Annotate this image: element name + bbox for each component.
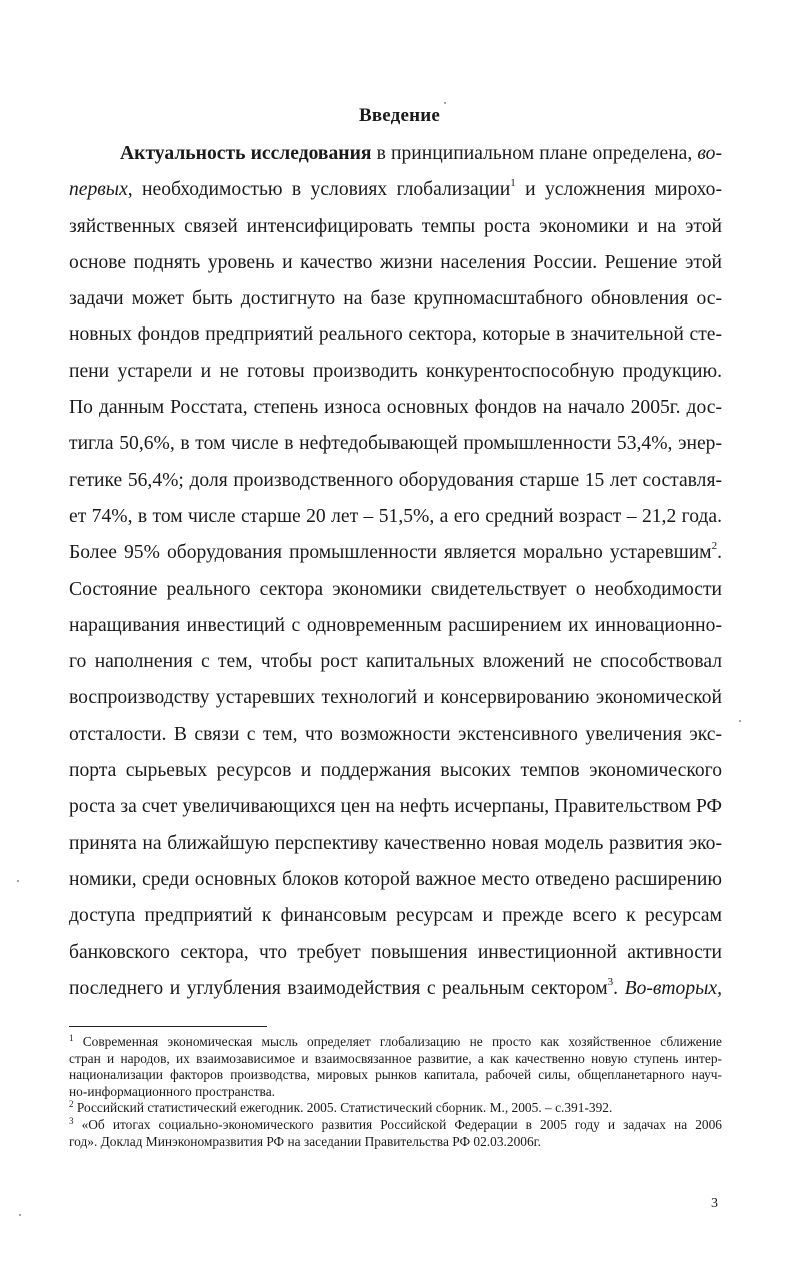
text-segment: год». Доклад Минэкономразвития РФ на заседании Правительства РФ 02.03.2006г.	[69, 1133, 541, 1149]
text-segment: Состояние реального сектора экономики свидетельствует о необходимости	[69, 578, 722, 600]
text-segment: новных фондов предприятий реального сектора, которые в значительной сте-	[69, 324, 722, 346]
text-segment: банковского сектора, что требует повышения инвестиционной активности	[69, 941, 722, 963]
footnote-line	[69, 1134, 722, 1151]
scan-speck	[19, 1214, 21, 1216]
body-text	[69, 136, 722, 1007]
body-line	[69, 499, 722, 535]
footnote-ref: 3	[69, 1115, 74, 1126]
page-number: 3	[711, 1196, 718, 1211]
body-line	[69, 535, 722, 571]
body-line	[69, 717, 722, 753]
body-line	[69, 572, 722, 608]
footnote-line	[69, 1051, 722, 1068]
text-segment: наращивания инвестиций с одновременным расширением их инновационно-	[69, 614, 722, 636]
body-line	[69, 390, 722, 426]
text-segment: роста за счет увеличивающихся цен на нефть исчерпаны, Правительством РФ	[69, 796, 722, 818]
body-line	[69, 898, 722, 934]
text-segment: Российский статистический ежегодник. 2005. Статистический сборник. М., 2005. – с.391-392.	[73, 1100, 613, 1116]
bold-text: Актуальность исследования	[120, 143, 372, 164]
text-segment: го наполнения с тем, чтобы рост капитальных вложений не способствовал	[69, 651, 722, 673]
body-line	[69, 426, 722, 462]
scan-speck	[17, 880, 19, 882]
footnotes	[69, 1034, 722, 1150]
footnote	[69, 1117, 722, 1150]
text-segment: Более 95% оборудования промышленности является морально устаревшим	[69, 542, 712, 564]
text-segment: но-информационного пространства.	[69, 1083, 275, 1099]
footnote-ref: 2	[711, 540, 718, 553]
body-line	[69, 136, 722, 172]
body-line	[69, 608, 722, 644]
text-segment: основе поднять уровень и качество жизни населения России. Решение этой	[69, 251, 722, 273]
body-line	[69, 826, 722, 862]
text-segment: и усложнения мирохо-	[515, 179, 723, 201]
text-segment: национализации факторов производства, мировых рынков капитала, рабочей силы, общепланетарного науч-	[69, 1067, 722, 1083]
text-segment: .	[613, 977, 625, 999]
text-segment: , необходимостью в условиях глобализации	[127, 179, 511, 201]
text-segment: номики, среди основных блоков которой важное место отведено расширению	[69, 868, 722, 890]
italic-text: во-	[697, 143, 722, 164]
italic-text: Во-вторых,	[624, 977, 723, 999]
text-segment: пени устарели и не готовы производить конкурентоспособную продукцию.	[69, 360, 722, 382]
text-segment: зяйственных связей интенсифицировать темпы роста экономики и на этой	[69, 215, 722, 237]
footnote	[69, 1100, 722, 1117]
text-segment: порта сырьевых ресурсов и поддержания высоких темпов экономического	[69, 760, 722, 782]
body-line	[69, 317, 722, 353]
scan-speck	[739, 720, 741, 722]
footnote-line	[69, 1117, 722, 1134]
footnote-line	[69, 1084, 722, 1101]
body-line	[69, 753, 722, 789]
body-line	[69, 971, 722, 1007]
body-line	[69, 680, 722, 716]
text-segment: По данным Росстата, степень износа основных фондов на начало 2005г. дос-	[69, 397, 722, 419]
footnote-line	[69, 1067, 722, 1084]
text-segment: .	[717, 542, 722, 564]
footnote-ref: 3	[607, 975, 614, 988]
text-segment: стран и народов, их взаимозависимое и взаимосвязанное развитие, а как качественно новую ступень интер-	[69, 1050, 722, 1066]
body-line	[69, 172, 722, 208]
body-line	[69, 354, 722, 390]
italic-text: первых	[69, 179, 128, 201]
text-segment: «Об итогах социально-экономического развития Российской Федерации в 2005 году и задачах на 2006	[73, 1116, 722, 1132]
body-line	[69, 281, 722, 317]
text-segment: тигла 50,6%, в том числе в нефтедобывающей промышленности 53,4%, энер-	[69, 433, 722, 455]
body-line	[69, 209, 722, 245]
footnote-ref: 1	[69, 1033, 74, 1043]
body-line	[69, 862, 722, 898]
text-segment: ет 74%, в том числе старше 20 лет – 51,5%, а его средний возраст – 21,2 года.	[69, 505, 722, 527]
footnote	[69, 1034, 722, 1100]
body-line	[69, 644, 722, 680]
text-segment: в принципиальном плане определена,	[371, 143, 698, 164]
body-line	[69, 935, 722, 971]
body-line	[69, 789, 722, 825]
body-line	[69, 245, 722, 281]
page-title: Введение	[358, 105, 441, 126]
text-segment: последнего и углубления взаимодействия с реальным сектором	[69, 977, 608, 999]
scan-speck	[444, 102, 446, 104]
text-segment: гетике 56,4%; доля производственного оборудования старше 15 лет составля-	[69, 469, 722, 491]
text-segment: задачи может быть достигнуто на базе крупномасштабного обновления ос-	[69, 288, 722, 310]
text-segment: отсталости. В связи с тем, что возможности экстенсивного увеличения экс-	[69, 723, 722, 745]
text-segment: доступа предприятий к финансовым ресурсам и прежде всего к ресурсам	[69, 905, 722, 927]
footnote-separator	[69, 1026, 267, 1027]
body-line	[69, 463, 722, 499]
text-segment: принята на ближайшую перспективу качественно новая модель развития эко-	[69, 832, 722, 854]
footnote-ref: 1	[510, 177, 516, 190]
text-segment: воспроизводству устаревших технологий и консервированию экономической	[69, 687, 722, 709]
text-segment: Современная экономическая мысль определяет глобализацию не просто как хозяйственное сближение	[73, 1034, 722, 1049]
footnote-line	[69, 1100, 722, 1117]
footnote-line	[69, 1034, 722, 1051]
footnote-ref: 2	[69, 1099, 74, 1110]
